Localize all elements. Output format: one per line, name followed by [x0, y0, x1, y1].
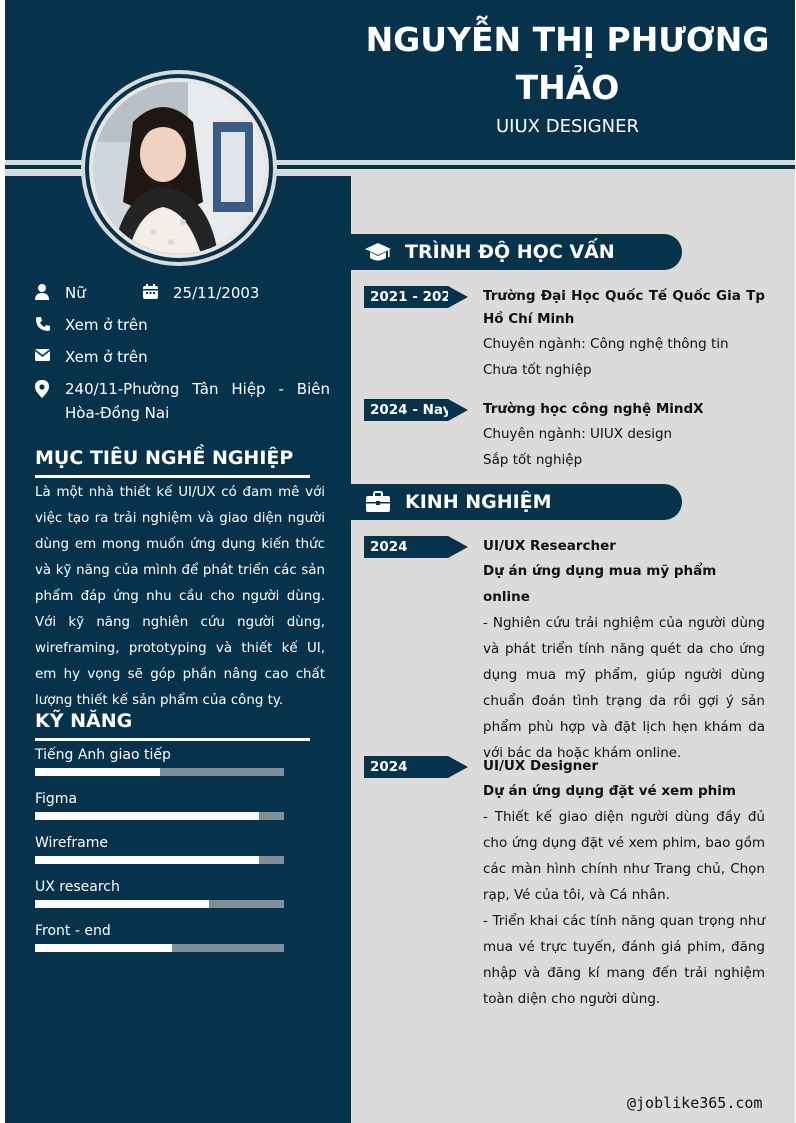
- candidate-name: [365, 16, 770, 112]
- experience-description: - Thiết kế giao diện người dùng đầy đủ cho ứng dụng đặt vé xem phim, bao gồm các màn hình chính như Trang chủ, Chọn rạp, Vé của tôi, và Cá nhân.: [483, 809, 765, 903]
- education-school: Trường Đại Học Quốc Tế Quốc Gia Tp Hồ Chí Minh: [483, 288, 765, 327]
- skill-bar-fill: [35, 856, 259, 864]
- experience-role: UI/UX Designer: [483, 758, 599, 774]
- address-text: 240/11-Phường Tân Hiệp - Biên Hòa-Đồng Nai: [65, 380, 330, 422]
- experience-entry: [483, 755, 765, 1012]
- user-icon: [35, 281, 65, 300]
- objective-heading: MỤC TIÊU NGHỀ NGHIỆP: [35, 447, 294, 469]
- skill-bar-track: [35, 768, 284, 776]
- envelope-icon: [35, 345, 65, 361]
- skill-item: [35, 834, 284, 864]
- experience-project: Dự án ứng dụng mua mỹ phẩm online: [483, 563, 717, 605]
- skill-label: Figma: [35, 791, 78, 807]
- skill-bar-fill: [35, 944, 172, 952]
- experience-entry: [483, 535, 765, 766]
- watermark: @joblike365.com: [627, 1094, 763, 1112]
- skill-bar-track: [35, 812, 284, 820]
- experience-description: - Triển khai các tính năng quan trọng như mua vé trực tuyến, đánh giá phim, đăng nhập và đăng kí mang đến trải nghiệm toàn diện cho người dùng.: [483, 913, 765, 1007]
- education-school: Trường học công nghệ MindX: [483, 401, 704, 417]
- education-period: 2024 - Nay: [364, 399, 448, 421]
- objective-text: Là một nhà thiết kế UI/UX có đam mê với việc tạo ra trải nghiệm và giao diện người dùng em mong muốn ứng dụng kiến thức và kỹ năng của mình để phát triển các sản phẩm đáp ứng nhu cầu cho người dùng. Với kỹ năng nghiên cứu người dùng, wireframing, prototyping và thiết kế UI, em hy vọng sẽ góp phần nâng cao chất lượng thiết kế sản phẩm của công ty.: [35, 485, 325, 708]
- phone-text: Xem ở trên: [65, 316, 148, 334]
- experience-description: - Nghiên cứu trải nghiệm của người dùng và phát triển tính năng quét da cho ứng dụng mua mỹ phẩm, giúp người dùng chuẩn đoán tình trạng da rồi gợi ý sản phẩm phù hợp và đặt lịch hẹn khám da với bác da hoặc khám online.: [483, 615, 765, 761]
- education-entry: [483, 285, 765, 383]
- objective-rule: [35, 475, 310, 478]
- skill-bar-track: [35, 900, 284, 908]
- skill-bar-track: [35, 944, 284, 952]
- skill-label: Tiếng Anh giao tiếp: [35, 747, 171, 763]
- education-status: Sắp tốt nghiệp: [483, 452, 583, 468]
- education-heading-pill: [351, 234, 682, 270]
- candidate-name-line1: NGUYỄN THỊ PHƯƠNG: [365, 20, 770, 59]
- contact-phone: [35, 313, 148, 337]
- map-pin-icon: [35, 377, 65, 398]
- experience-year: 2024: [364, 756, 448, 778]
- education-status: Chưa tốt nghiệp: [483, 362, 592, 378]
- skill-bar-fill: [35, 900, 209, 908]
- education-period-tag: [364, 399, 468, 421]
- education-major: Chuyên ngành: UIUX design: [483, 426, 673, 442]
- email-text: Xem ở trên: [65, 348, 148, 366]
- skills-heading: KỸ NĂNG: [35, 710, 133, 732]
- contact-email: [35, 345, 148, 369]
- avatar-photo-icon: [93, 82, 265, 254]
- experience-project: Dự án ứng dụng đặt vé xem phim: [483, 783, 736, 799]
- experience-year-tag: [364, 756, 468, 778]
- education-major: Chuyên ngành: Công nghệ thông tin: [483, 336, 729, 352]
- skill-item: [35, 922, 284, 952]
- skill-label: UX research: [35, 879, 120, 895]
- briefcase-icon: [351, 491, 405, 513]
- skill-item: [35, 790, 284, 820]
- experience-year: 2024: [364, 536, 448, 558]
- education-entry: [483, 398, 765, 473]
- skill-bar-fill: [35, 768, 160, 776]
- education-period-tag: [364, 286, 468, 308]
- skill-item: [35, 746, 284, 776]
- contact-birthdate: [143, 281, 259, 305]
- contact-gender: [35, 281, 86, 305]
- resume-page: [5, 0, 795, 1123]
- skill-item: [35, 878, 284, 908]
- skills-rule: [35, 738, 310, 741]
- skill-bar-fill: [35, 812, 259, 820]
- graduation-cap-icon: [351, 241, 405, 263]
- skill-label: Wireframe: [35, 835, 109, 851]
- skill-bar-track: [35, 856, 284, 864]
- experience-heading: KINH NGHIỆM: [405, 491, 552, 513]
- avatar: [89, 78, 269, 258]
- contact-address: [35, 377, 330, 425]
- education-heading: TRÌNH ĐỘ HỌC VẤN: [405, 241, 615, 263]
- job-title: UIUX DESIGNER: [496, 116, 639, 137]
- skill-label: Front - end: [35, 923, 111, 939]
- education-period: 2021 - 2025: [364, 286, 448, 308]
- experience-role: UI/UX Researcher: [483, 538, 616, 554]
- candidate-name-line2: THẢO: [515, 68, 620, 107]
- experience-year-tag: [364, 536, 468, 558]
- calendar-icon: [143, 281, 173, 299]
- birthdate-text: 25/11/2003: [173, 284, 260, 302]
- gender-text: Nữ: [65, 284, 86, 302]
- experience-heading-pill: [351, 484, 682, 520]
- phone-icon: [35, 313, 65, 332]
